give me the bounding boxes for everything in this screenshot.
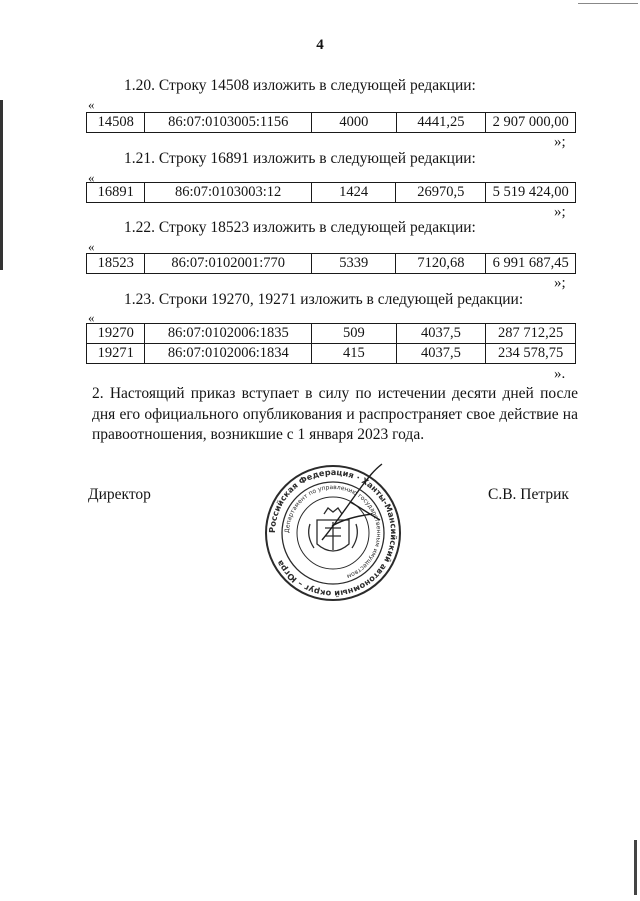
- table-cell: 4000: [312, 113, 396, 133]
- paragraph-2: 2. Настоящий приказ вступает в силу по истечении десяти дней после дня его официального опубликования и распространяет свое действие на правоотношения, возникшие с 1 января 2023 года.: [92, 385, 578, 443]
- data-table: [86, 323, 576, 364]
- table-cell: 4037,5: [396, 324, 486, 344]
- table-cell: 4441,25: [396, 113, 486, 133]
- section-heading: 1.20. Строку 14508 изложить в следующей редакции:: [124, 77, 476, 94]
- table-cell: 16891: [87, 183, 145, 203]
- table-row: [87, 113, 576, 133]
- table-cell: 1424: [311, 183, 396, 203]
- table-cell: 86:07:0103005:1156: [145, 113, 312, 133]
- table-cell: 86:07:0103003:12: [145, 183, 311, 203]
- open-quote: «: [88, 310, 95, 325]
- svg-text:Российская Федерация · Ханты-М: Российская Федерация · Ханты-Мансийский автономный округ – Югра: [266, 466, 400, 600]
- close-quote: »;: [554, 204, 566, 220]
- table-cell: 18523: [87, 254, 145, 274]
- table-cell: 5339: [311, 254, 396, 274]
- official-stamp: [262, 462, 404, 604]
- table-cell: 509: [312, 324, 396, 344]
- table-cell: 19270: [87, 324, 145, 344]
- table-cell: 26970,5: [396, 183, 486, 203]
- signer-position: Директор: [88, 486, 151, 503]
- table-cell: 415: [312, 344, 396, 364]
- left-margin-mark: [0, 100, 3, 270]
- table-cell: 86:07:0102006:1834: [145, 344, 312, 364]
- table-cell: 4037,5: [396, 344, 486, 364]
- close-quote: »;: [554, 134, 566, 150]
- svg-text:Департамент по управлению госу: Департамент по управлению государственным имуществом: [283, 483, 383, 580]
- table-cell: 287 712,25: [486, 324, 576, 344]
- open-quote: «: [88, 97, 95, 112]
- section-heading: 1.21. Строку 16891 изложить в следующей редакции:: [124, 150, 476, 167]
- table-cell: 86:07:0102006:1835: [145, 324, 312, 344]
- close-quote: »;: [554, 275, 566, 291]
- open-quote: «: [88, 239, 95, 254]
- table-cell: 5 519 424,00: [486, 183, 576, 203]
- data-table: [86, 182, 576, 203]
- table-row: [87, 183, 576, 203]
- table-row: [87, 254, 576, 274]
- data-table: [86, 253, 576, 274]
- table-cell: 14508: [87, 113, 145, 133]
- close-quote: ».: [554, 366, 566, 382]
- section-heading: 1.22. Строку 18523 изложить в следующей редакции:: [124, 219, 476, 236]
- top-edge-line: [578, 3, 638, 4]
- table-cell: 19271: [87, 344, 145, 364]
- table-row: [87, 344, 576, 364]
- signer-name: С.В. Петрик: [488, 486, 569, 503]
- section-heading: 1.23. Строки 19270, 19271 изложить в следующей редакции:: [124, 291, 524, 308]
- table-row: [87, 324, 576, 344]
- table-cell: 2 907 000,00: [486, 113, 576, 133]
- open-quote: «: [88, 170, 95, 185]
- data-table: [86, 112, 576, 133]
- page-number: 4: [316, 37, 324, 53]
- right-margin-mark: [634, 840, 637, 895]
- table-cell: 7120,68: [396, 254, 486, 274]
- table-cell: 6 991 687,45: [486, 254, 576, 274]
- table-cell: 86:07:0102001:770: [145, 254, 312, 274]
- table-cell: 234 578,75: [486, 344, 576, 364]
